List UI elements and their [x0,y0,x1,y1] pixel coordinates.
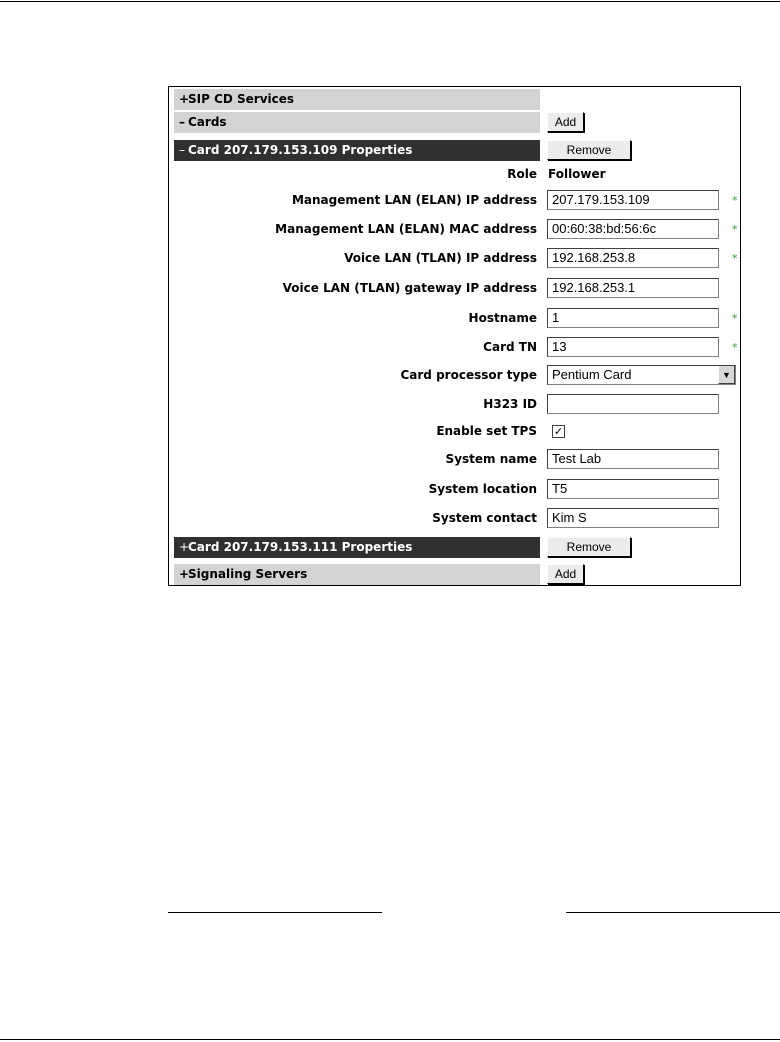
sip-cd-services-toggle[interactable] [174,89,540,110]
card-tn-label: Card TN [483,340,537,354]
section-card-111 [169,537,740,561]
section-sip-cd-services [169,89,740,113]
section-card-109 [169,140,740,164]
section-label: Card 207.179.153.109 Properties [188,143,413,157]
card-109-toggle[interactable] [174,140,540,161]
section-signaling-servers [169,564,740,588]
section-label: Cards [188,115,227,129]
enable-tps-label: Enable set TPS [436,424,537,438]
tlan-gateway-input[interactable]: 192.168.253.1 [547,278,719,298]
required-marker: * [732,252,738,265]
system-name-input[interactable]: Test Lab [547,449,719,469]
h323-id-input[interactable] [547,394,719,414]
card-tn-input[interactable]: 13 [547,337,719,357]
expand-icon: + [179,567,190,581]
system-contact-input[interactable]: Kim S [547,508,719,528]
section-cards [169,112,740,136]
system-name-label: System name [445,452,537,466]
elan-mac-label: Management LAN (ELAN) MAC address [275,222,537,236]
footer-rule-left [168,912,382,913]
required-marker: * [732,223,738,236]
h323-id-label: H323 ID [483,397,537,411]
elan-ip-label: Management LAN (ELAN) IP address [291,193,537,207]
hostname-input[interactable]: 1 [547,308,719,328]
elan-mac-input[interactable]: 00:60:38:bd:56:6c [547,219,719,239]
tlan-ip-input[interactable]: 192.168.253.8 [547,248,719,268]
signaling-servers-toggle[interactable] [174,564,540,585]
system-location-input[interactable]: T5 [547,479,719,499]
card-111-toggle[interactable] [174,537,540,558]
collapse-icon: – [179,115,185,129]
required-marker: * [732,194,738,207]
section-label: SIP CD Services [188,92,295,106]
hostname-label: Hostname [468,311,537,325]
expand-icon: + [179,92,190,106]
processor-type-label: Card processor type [400,368,537,382]
expand-icon: + [179,540,190,554]
system-contact-label: System contact [432,511,537,525]
role-value: Follower [548,167,606,181]
section-label: Card 207.179.153.111 Properties [188,540,413,554]
cards-toggle[interactable] [174,112,540,133]
processor-type-value: Pentium Card [552,367,632,382]
dropdown-arrow-icon[interactable]: ▼ [718,366,735,384]
page-bottom-rule [0,1039,780,1040]
enable-tps-checkbox[interactable]: ✓ [553,425,564,438]
required-marker: * [732,341,738,354]
remove-card-111-button[interactable]: Remove [547,537,631,557]
add-signaling-server-button[interactable]: Add [547,564,584,584]
processor-type-select[interactable] [547,365,736,385]
role-label: Role [507,167,537,181]
elan-ip-input[interactable]: 207.179.153.109 [547,190,719,210]
page-top-rule [0,1,780,2]
remove-card-109-button[interactable]: Remove [547,140,631,160]
tlan-ip-label: Voice LAN (TLAN) IP address [344,251,537,265]
tlan-gateway-label: Voice LAN (TLAN) gateway IP address [282,281,537,295]
section-label: Signaling Servers [188,567,308,581]
card-config-panel [168,86,741,586]
add-card-button[interactable]: Add [547,112,584,132]
footer-rule-right [566,912,780,913]
system-location-label: System location [428,482,537,496]
required-marker: * [732,312,738,325]
collapse-icon: – [179,143,185,157]
